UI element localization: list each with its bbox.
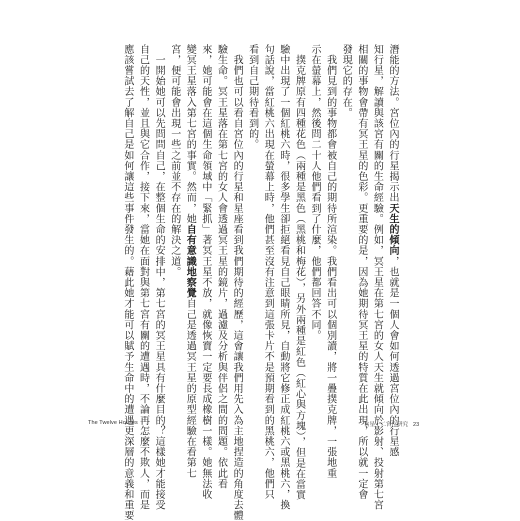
text-column: [384, 44, 400, 458]
text-column: [322, 44, 338, 479]
text-run: ，也就是一個人會如何透過宮位內的行星感: [387, 256, 398, 458]
chapter-footer: [364, 420, 419, 428]
text-run: 變冥王星落入第七宮的事實。然而，她: [184, 44, 196, 225]
text-run: 知行星，解讀與該宮有關的生命經驗。例如，冥王星在第七宮的女人天生就傾向於影射、投射第七宮: [371, 44, 383, 511]
text-run: 相關的事物會帶有冥王星的色彩。更重要的是，因為她期待冥王星的特質在此出現，所以就一定會: [355, 44, 367, 500]
text-column: [291, 44, 307, 501]
text-run: 示在螢幕上，然後問二十人他們看到了什麼，他們都回答不同。: [309, 44, 321, 341]
text-column: [353, 44, 369, 500]
text-column: [151, 44, 167, 511]
text-column: [135, 44, 151, 511]
text-column: [244, 44, 260, 404]
text-run: 自己的天性，並且與它合作，接下來，當她在面對與第七宮有關的遭遇時，不論再怎麼不欺人，而是: [137, 44, 149, 511]
text-run: 一開始她可以先問問自己，在整個生命的安排中，第七宮的冥王星具有什麼目的？這樣她才能接受: [153, 44, 165, 511]
text-column: [166, 44, 182, 404]
text-run: 宮，便可能會出現一些之前並不存在的解決之道。: [168, 44, 180, 278]
text-run: 我們也可以看自宮位內的行星和星座看到我們期待的經歷，這會讓我們用先入為主地捏造的角度去體: [231, 44, 243, 521]
text-column: [369, 44, 385, 511]
text-column: [119, 44, 135, 521]
text-run: 應該嘗試去了解自己是如何讓這些事件發生的。藉此她才能可以賦予生命中的遭遇更深層的意義和重要: [121, 44, 133, 521]
page-number: 23: [413, 422, 420, 428]
bold-text-run: 自有意識地察覺: [184, 224, 196, 299]
text-run: 自己是透過冥王星的原型經驗在看第七: [184, 298, 196, 479]
text-run: 來，她可能會在這個生命領域中「緊抓」著冥王星不放，就像恢寶一定要長成橡樹一樣。她無法收: [199, 44, 211, 500]
text-run: 潛能的方法。宮位內的行星揭示出: [387, 44, 398, 203]
text-run: 發現它的存在。: [340, 44, 352, 119]
text-run: 驗中出現了一個紅桃六時，很多學生卻拒絕看見自己眼睛所見，自動將它修正成紅桃六或黑桃六，換: [277, 44, 289, 511]
text-run: 句話說，當紅桃六出現在螢幕上時，他們甚至沒有注意到這張卡片不是預期看到的黑桃六，他們只: [262, 44, 274, 500]
text-run: 驗生命。冥王星落在第七宮的女人會透過冥王星的鏡片，過濾及分析與伴侶之間的問題。依此看: [215, 44, 227, 490]
text-column: [338, 44, 354, 404]
text-column: [306, 44, 322, 404]
text-column: [260, 44, 276, 500]
page-footer: [0, 420, 520, 434]
text-run: 看到自己期待看到的。: [246, 44, 258, 150]
text-column: [213, 44, 229, 490]
text-column: [197, 44, 213, 500]
bold-text-run: 天生的傾向: [387, 203, 398, 256]
book-title-footer: The Twelve Houses: [88, 420, 138, 426]
text-run: 撲克牌原有四種花色（兩種是黑色（黑桃和梅花），另外兩種是紅色（紅心與方塊），但是在當實: [293, 44, 305, 501]
text-column: [228, 44, 244, 521]
text-column: [275, 44, 291, 511]
chapter-title: 占星十二宮位研究: [364, 422, 409, 428]
text-run: 我們見到的事物都會被自己的期待所渲染。我們看出可以個別讀，將一疊撲克牌，一張地重: [324, 44, 336, 479]
text-column: [182, 44, 198, 479]
